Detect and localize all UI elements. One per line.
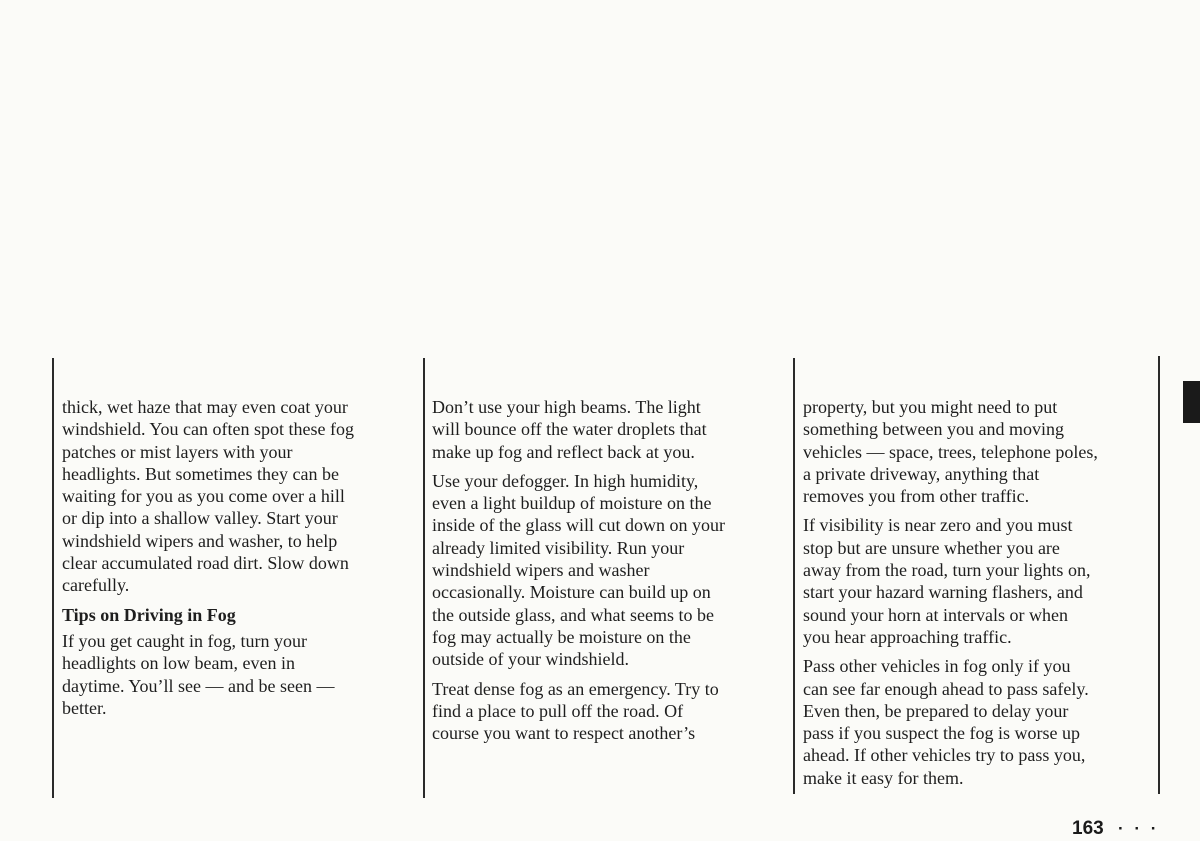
text-column-1 bbox=[62, 396, 418, 726]
paragraph: Pass other vehicles in fog only if you can see far enough ahead to pass safely. Even then, be prepared to delay your pass if you suspect the fog is worse up ahead. If other vehicles try to pass you, make it easy for them. bbox=[803, 656, 1089, 788]
page-number-dots: · · · bbox=[1118, 819, 1160, 838]
paragraph: property, but you might need to put something between you and moving vehicles — space, trees, telephone poles, a private driveway, anything that removes you from other traffic. bbox=[803, 397, 1098, 507]
paragraph: If visibility is near zero and you must stop but are unsure whether you are away from the road, turn your lights on, start your hazard warning flashers, and sound your horn at intervals or when you hear approaching traffic. bbox=[803, 515, 1091, 647]
paragraph: Don’t use your high beams. The light will bounce off the water droplets that make up fog and reflect back at you. bbox=[432, 397, 707, 462]
section-tab-marker bbox=[1183, 381, 1200, 423]
column-divider-middle-left bbox=[423, 358, 425, 798]
column-divider-left bbox=[52, 358, 54, 798]
paragraph: thick, wet haze that may even coat your windshield. You can often spot these fog patches or mist layers with your headlights. But sometimes they can be waiting for you as you come over a hill or dip into a shallow valley. Start your windshield wipers and washer, to help clear accumulated road dirt. Slow down carefully. bbox=[62, 397, 354, 596]
paragraph: Use your defogger. In high humidity, even a light buildup of moisture on the inside of the glass will cut down on your already limited visibility. Run your windshield wipers and washer occasionally. Moisture can build up on the outside glass, and what seems to be fog may actually be moisture on the outside of your windshield. bbox=[432, 470, 725, 670]
text-column-3 bbox=[803, 396, 1155, 796]
text-column-2 bbox=[432, 396, 786, 751]
paragraph: If you get caught in fog, turn your headlights on low beam, even in daytime. You’ll see — and be seen — better. bbox=[62, 630, 335, 718]
page-number: 163 bbox=[1072, 818, 1104, 839]
column-divider-right bbox=[1158, 356, 1160, 794]
column-divider-middle-right bbox=[793, 358, 795, 794]
paragraph: Treat dense fog as an emergency. Try to find a place to pull off the road. Of course you want to respect another’s bbox=[432, 678, 719, 744]
section-heading: Tips on Driving in Fog bbox=[62, 604, 236, 625]
